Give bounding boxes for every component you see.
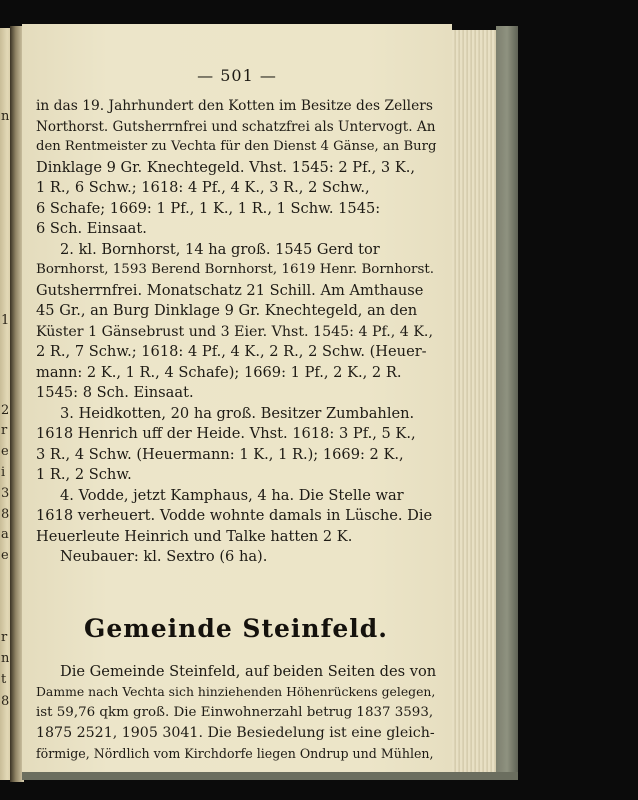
text-line: Dinklage 9 Gr. Knechtegeld. Vhst. 1545: 2 Pf., 3 K., xyxy=(36,158,416,176)
text-line: 2 R., 7 Schw.; 1618: 4 Pf., 4 K., 2 R., 2 Schw. (Heuer- xyxy=(36,343,427,360)
text-line: 6 Sch. Einsaat. xyxy=(36,220,147,237)
fragment-text: 3 xyxy=(1,486,10,501)
fragment-text: n xyxy=(1,109,10,124)
text-line: förmige, Nördlich vom Kirchdorfe liegen Ondrup und Mühlen, xyxy=(36,745,434,761)
page-edges xyxy=(452,30,496,774)
text-line: 1875 2521, 1905 3041. Die Besiedelung ist eine gleich- xyxy=(36,725,435,741)
text-line: Heuerleute Heinrich und Talke hatten 2 K. xyxy=(36,527,353,545)
fragment-text: n xyxy=(1,651,10,666)
section-heading: Gemeinde Steinfeld. xyxy=(84,613,388,643)
paragraph xyxy=(36,662,436,765)
text-line: Bornhorst, 1593 Berend Bornhorst, 1619 Henr. Bornhorst. xyxy=(36,262,434,277)
text-line: Damme nach Vechta sich hinziehenden Höhenrückens gelegen, xyxy=(36,684,436,699)
fragment-text: 8 xyxy=(1,694,10,709)
fragment-text: t xyxy=(1,672,7,687)
text-line: 6 Schafe; 1669: 1 Pf., 1 K., 1 R., 1 Schw. 1545: xyxy=(36,199,381,217)
fragment-text: e xyxy=(1,548,9,563)
fragment-text: 2 xyxy=(1,403,10,418)
section-spacer xyxy=(36,568,436,614)
fragment-text: r xyxy=(1,423,8,438)
text-line: Neubauer: kl. Sextro (6 ha). xyxy=(60,548,268,565)
fragment-text: r xyxy=(1,630,8,645)
paragraph xyxy=(36,240,436,404)
text-line: mann: 2 K., 1 R., 4 Schafe); 1669: 1 Pf., 2 K., 2 R. xyxy=(36,363,402,381)
fragment-text: e xyxy=(1,444,9,459)
text-line: 3. Heidkotten, 20 ha groß. Besitzer Zumbahlen. xyxy=(60,404,415,422)
paragraph xyxy=(36,96,436,240)
book-cover-bottom xyxy=(22,772,518,780)
fragment-text: 8 xyxy=(1,507,10,522)
page-number: — 501 — xyxy=(197,66,277,85)
book-cover-edge xyxy=(496,26,518,780)
text-line: 1 R., 6 Schw.; 1618: 4 Pf., 4 K., 3 R., 2 Schw., xyxy=(36,179,370,196)
text-line: in das 19. Jahrhundert den Kotten im Besitze des Zellers xyxy=(36,98,433,114)
fragment-text: i xyxy=(1,465,6,480)
text-line: 1618 verheuert. Vodde wohnte damals in Lüsche. Die xyxy=(36,507,433,524)
text-line: 2. kl. Bornhorst, 14 ha groß. 1545 Gerd tor xyxy=(60,240,380,258)
text-line: Gutsherrnfrei. Monatschatz 21 Schill. Am Amthause xyxy=(36,281,424,299)
text-line: 45 Gr., an Burg Dinklage 9 Gr. Knechtegeld, an den xyxy=(36,302,418,319)
paragraph xyxy=(36,404,436,486)
text-line: Küster 1 Gänsebrust und 3 Eier. Vhst. 1545: 4 Pf., 4 K., xyxy=(36,323,433,340)
fragment-text: a xyxy=(1,527,9,542)
text-line: 1 R., 2 Schw. xyxy=(36,466,132,483)
fragment-text: 1 xyxy=(1,313,10,328)
page-body xyxy=(36,96,436,764)
text-line: 4. Vodde, jetzt Kamphaus, 4 ha. Die Stelle war xyxy=(60,486,404,504)
text-line: 3 R., 4 Schw. (Heuermann: 1 K., 1 R.); 1669: 2 K., xyxy=(36,445,404,463)
text-line: 1545: 8 Sch. Einsaat. xyxy=(36,384,194,401)
text-line: 1618 Henrich uff der Heide. Vhst. 1618: 3 Pf., 5 K., xyxy=(36,425,416,442)
paragraph xyxy=(36,547,436,568)
text-line: ist 59,76 qkm groß. Die Einwohnerzahl betrug 1837 3593, xyxy=(36,704,434,720)
text-line: den Rentmeister zu Vechta für den Dienst 4 Gänse, an Burg xyxy=(36,139,437,154)
paragraph xyxy=(36,486,436,548)
text-line: Northorst. Gutsherrnfrei und schatzfrei als Untervogt. An xyxy=(36,118,436,135)
text-line: Die Gemeinde Steinfeld, auf beiden Seiten des von xyxy=(60,662,437,680)
